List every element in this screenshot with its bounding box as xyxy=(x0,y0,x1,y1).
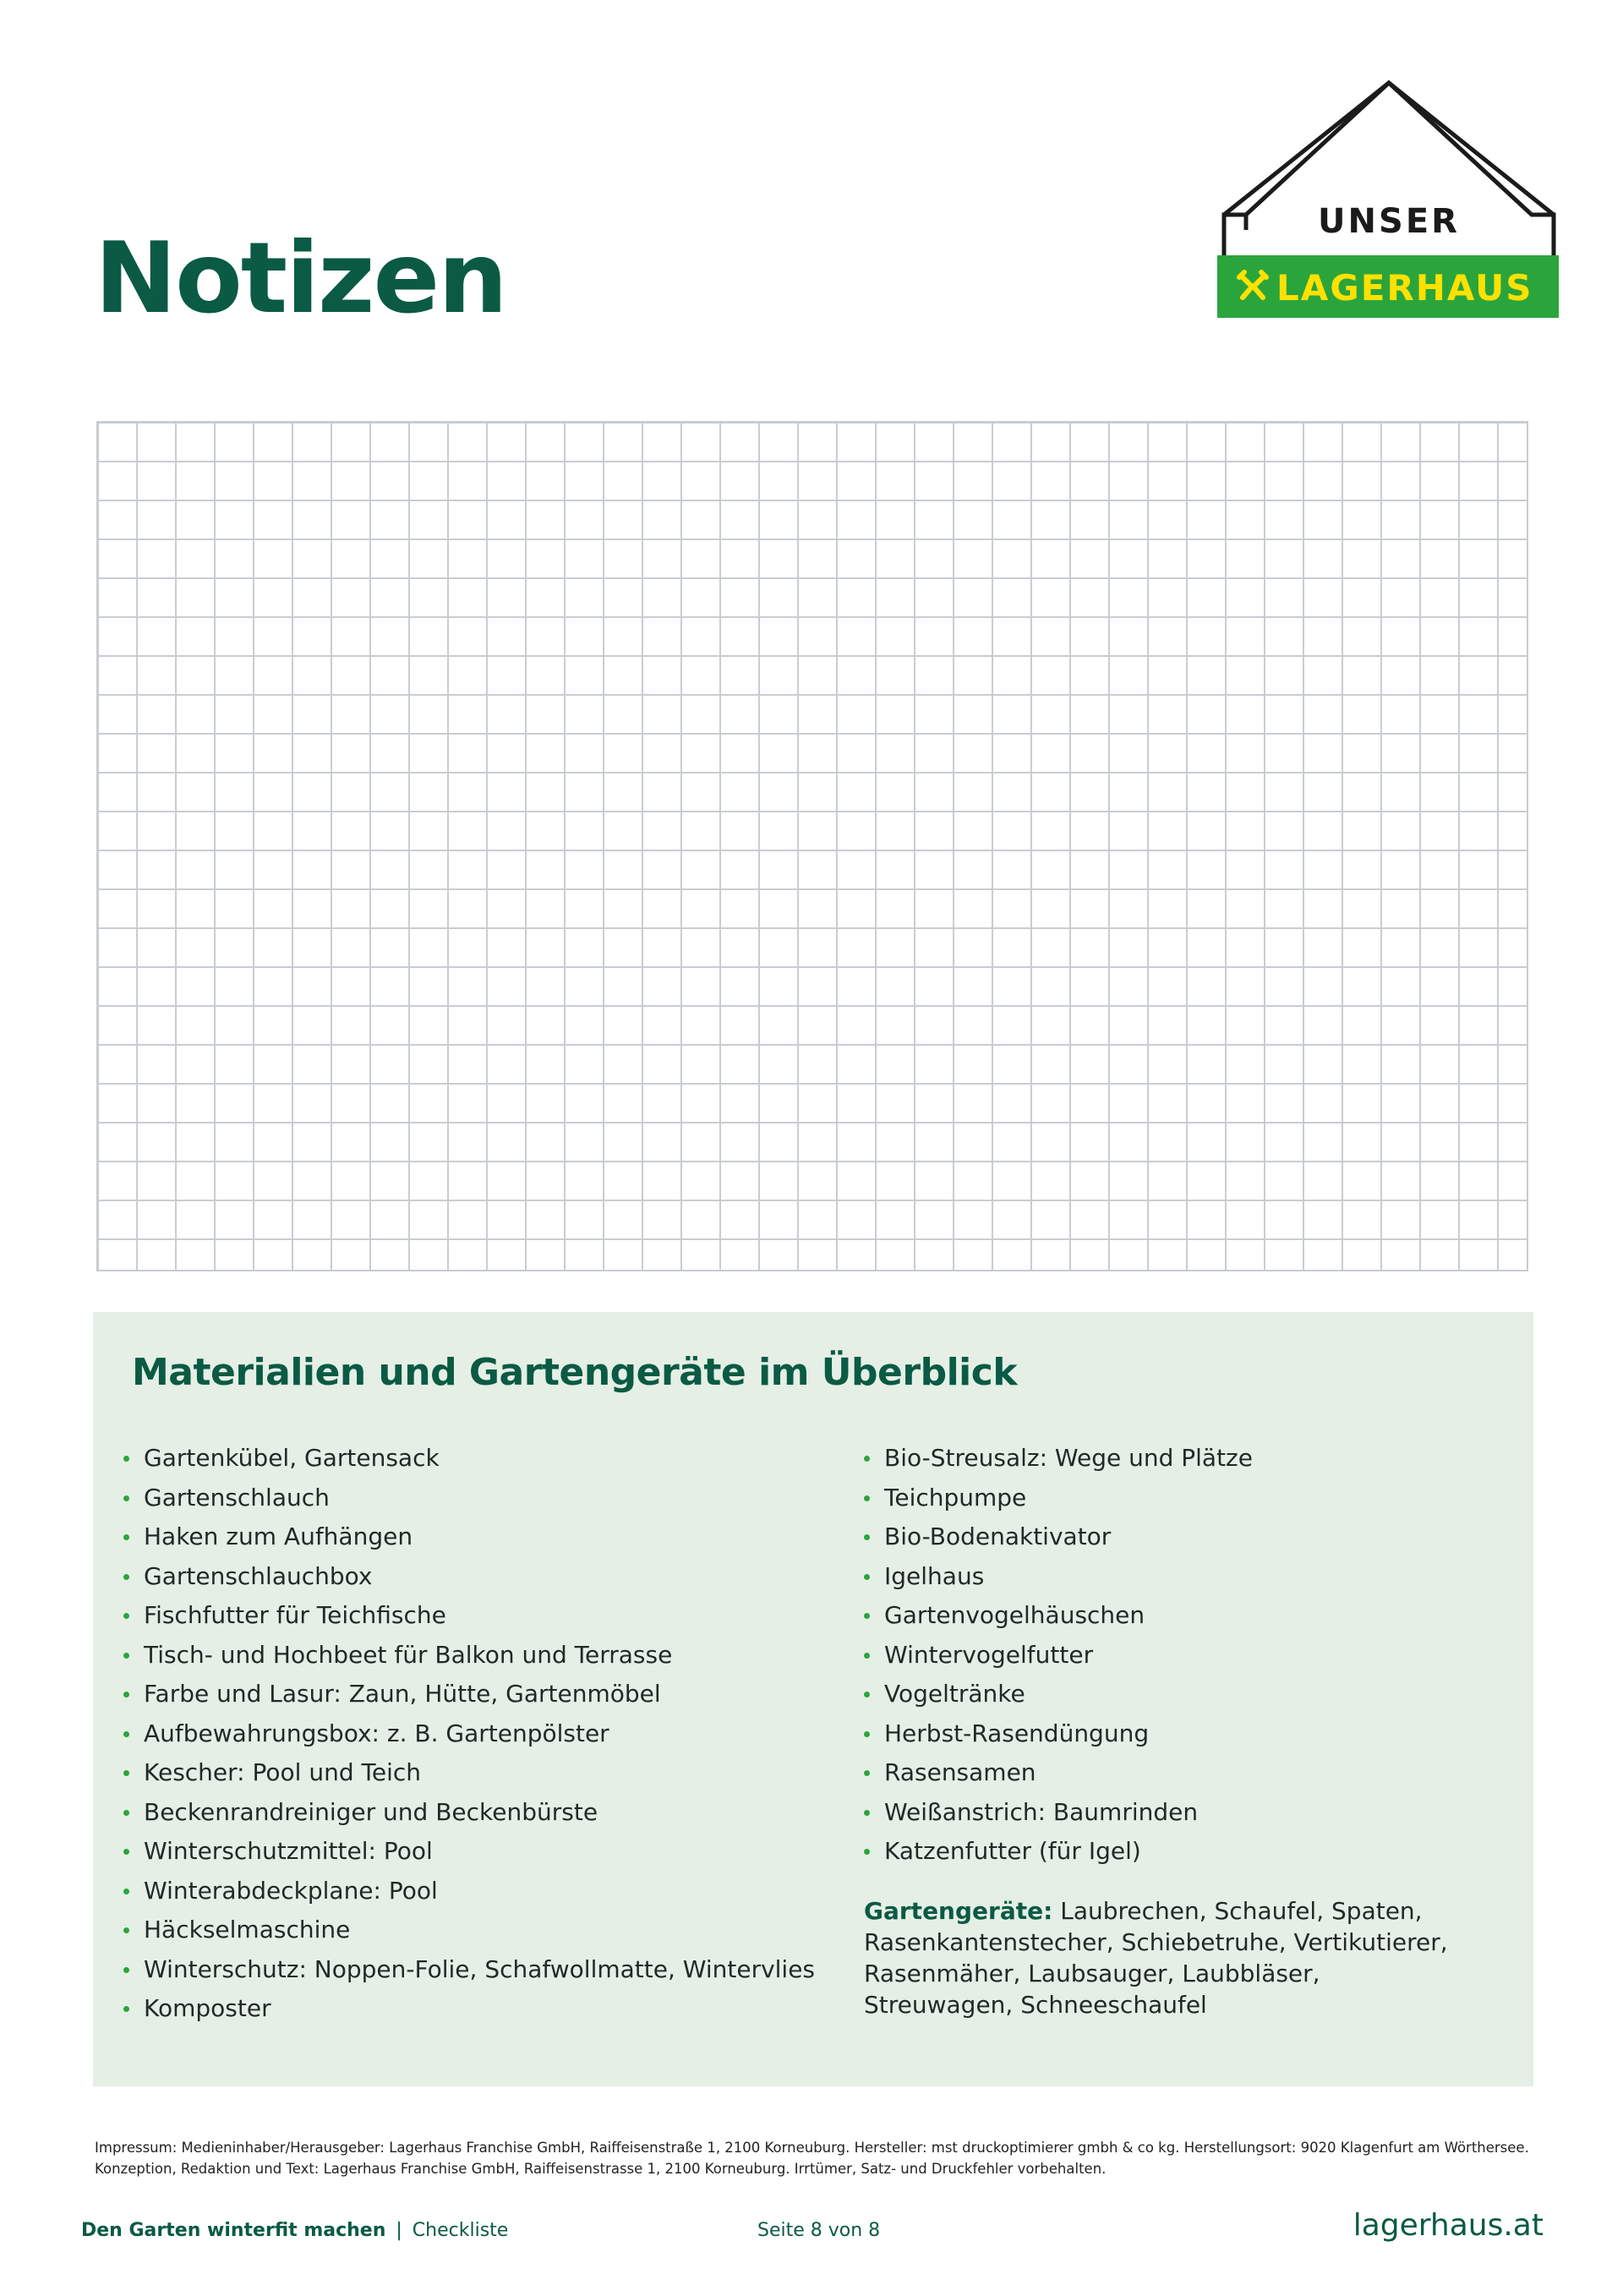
list-item: Katzenfutter (für Igel) xyxy=(864,1832,1253,1872)
garden-tools-text: Laubrechen, Schaufel, Spaten, Rasenkantenstecher, Schiebetruhe, Vertikutierer, Rasenmäher, Laubsauger, Laubbläser, Streuwagen, Schneeschaufel xyxy=(864,1897,1448,2019)
list-item: Gartenkübel, Gartensack xyxy=(123,1439,815,1479)
list-item: Fischfutter für Teichfische xyxy=(123,1596,815,1636)
list-item: Winterabdeckplane: Pool xyxy=(123,1872,815,1911)
overview-panel xyxy=(93,1312,1533,2086)
page-number: Seite 8 von 8 xyxy=(757,2220,881,2241)
footer-doc-info xyxy=(81,2220,508,2241)
list-item: Farbe und Lasur: Zaun, Hütte, Gartenmöbel xyxy=(123,1675,815,1714)
imprint xyxy=(95,2137,1549,2179)
list-item: Aufbewahrungsbox: z. B. Gartenpölster xyxy=(123,1714,815,1754)
page-title: Notizen xyxy=(95,221,506,336)
footer-separator: | xyxy=(396,2220,402,2241)
list-item: Beckenrandreiniger und Beckenbürste xyxy=(123,1793,815,1833)
unser-lagerhaus-logo xyxy=(1216,78,1562,325)
imprint-line: Konzeption, Redaktion und Text: Lagerhaus Franchise GmbH, Raiffeisenstrasse 1, 2100 Korneuburg. Irrtümer, Satz- und Druckfehler vorbehalten. xyxy=(95,2161,1107,2177)
list-item: Komposter xyxy=(123,1989,815,2029)
logo-brand-bar xyxy=(1217,255,1559,318)
garden-tools-label: Gartengeräte: xyxy=(864,1897,1053,1925)
list-item: Winterschutzmittel: Pool xyxy=(123,1832,815,1872)
list-item: Herbst-Rasendüngung xyxy=(864,1714,1253,1754)
list-item: Bio-Streusalz: Wege und Plätze xyxy=(864,1439,1253,1479)
imprint-line: Impressum: Medieninhaber/Herausgeber: Lagerhaus Franchise GmbH, Raiffeisenstraße 1, 2100 Korneuburg. Hersteller: mst druckoptimierer gmbh & co kg. Herstellungsort: 9020 Klagenfurt am Wörthersee. xyxy=(95,2140,1529,2156)
list-item: Häckselmaschine xyxy=(123,1911,815,1950)
list-item: Tisch- und Hochbeet für Balkon und Terrasse xyxy=(123,1636,815,1676)
left-item-list xyxy=(123,1439,815,2029)
list-item: Gartenschlauchbox xyxy=(123,1557,815,1597)
list-item: Gartenschlauch xyxy=(123,1479,815,1518)
list-item: Vogeltränke xyxy=(864,1675,1253,1714)
footer-doc-type: Checkliste xyxy=(412,2220,509,2241)
logo-unser-text: UNSER xyxy=(1318,202,1460,241)
list-item: Wintervogelfutter xyxy=(864,1636,1253,1676)
website-link[interactable]: lagerhaus.at xyxy=(1352,2208,1544,2243)
list-item: Haken zum Aufhängen xyxy=(123,1517,815,1557)
list-item: Weißanstrich: Baumrinden xyxy=(864,1793,1253,1833)
list-item: Igelhaus xyxy=(864,1557,1253,1597)
list-item: Winterschutz: Noppen-Folie, Schafwollmatte, Wintervlies xyxy=(123,1950,815,1990)
right-item-list xyxy=(864,1439,1253,1872)
notes-grid xyxy=(96,421,1528,1271)
footer-doc-title: Den Garten winterfit machen xyxy=(81,2220,386,2241)
overview-heading: Materialien und Gartengeräte im Überblick xyxy=(132,1351,1018,1394)
list-item: Kescher: Pool und Teich xyxy=(123,1753,815,1793)
logo-lagerhaus-text: LAGERHAUS xyxy=(1276,267,1533,309)
list-item: Rasensamen xyxy=(864,1753,1253,1793)
list-item: Gartenvogelhäuschen xyxy=(864,1596,1253,1636)
list-item: Teichpumpe xyxy=(864,1479,1253,1518)
garden-tools-paragraph xyxy=(864,1895,1473,2020)
raiffeisen-cross-icon xyxy=(1236,269,1270,303)
list-item: Bio-Bodenaktivator xyxy=(864,1517,1253,1557)
